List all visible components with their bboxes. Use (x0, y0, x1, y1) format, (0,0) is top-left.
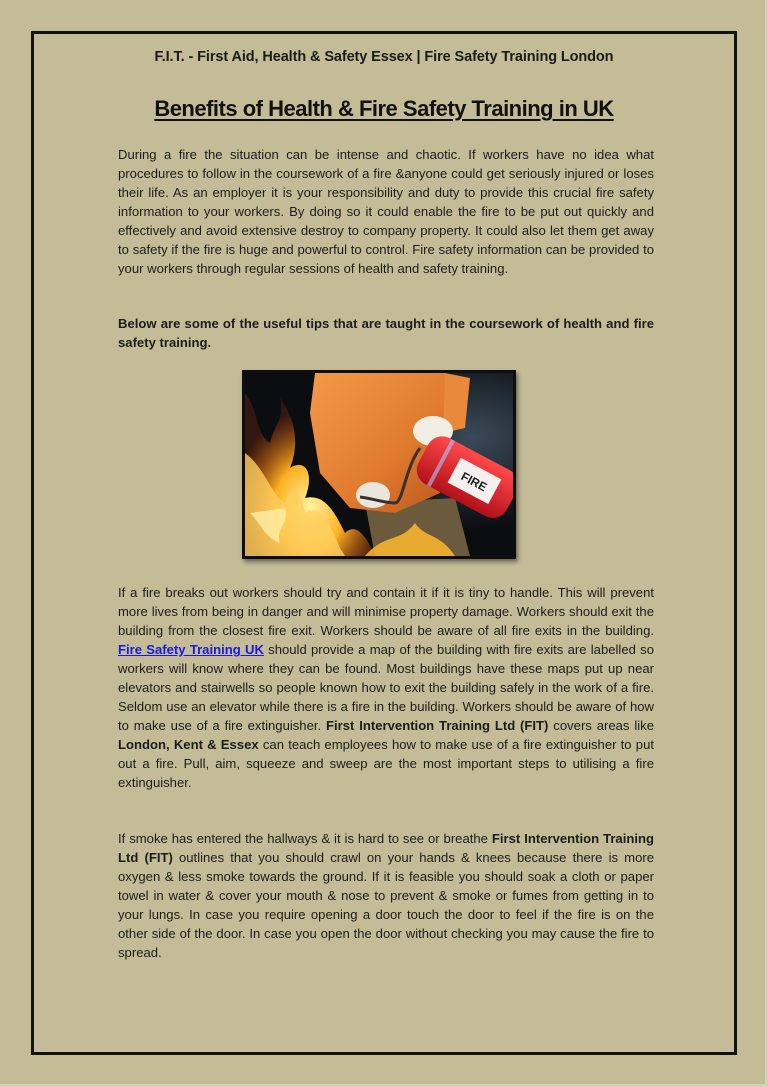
photo-illustration (245, 373, 513, 556)
fire-breaks-out-paragraph (118, 583, 654, 792)
smoke-paragraph (118, 829, 654, 962)
fire-safety-training-uk-link[interactable]: Fire Safety Training UK (118, 642, 264, 657)
svg-text:FIRE: FIRE (458, 469, 490, 495)
company-name-bold: First Intervention Training Ltd (FIT) (118, 831, 654, 865)
page-title: Benefits of Health & Fire Safety Training in UK (154, 96, 614, 121)
company-name-bold: First Intervention Training Ltd (FIT) (326, 718, 549, 733)
document-header: F.I.T. - First Aid, Health & Safety Essex | Fire Safety Training London (154, 49, 614, 65)
paragraph-text: If smoke has entered the hallways & it is hard to see or breathe (118, 831, 492, 846)
paragraph-text: can teach employees how to make use of a fire extinguisher to put out a fire. Pull, aim, squeeze and sweep are the most important steps to utilising a fire extinguisher. (118, 737, 654, 790)
tips-intro-paragraph: Below are some of the useful tips that are taught in the coursework of health and fire safety training. (118, 316, 654, 350)
intro-paragraph: During a fire the situation can be intense and chaotic. If workers have no idea what procedures to follow in the coursework of a fire &anyone could get seriously injured or loses their life. As an employer it is your responsibility and duty to provide this crucial fire safety information to your workers. By doing so it could enable the fire to be put out quickly and effectively and avoid extensive destroy to company property. It could also let them get away to safety if the fire is huge and powerful to control. Fire safety information can be provided to your workers through regular sessions of health and safety training. (118, 147, 654, 276)
paragraph-text: outlines that you should crawl on your hands & knees because there is more oxygen & less smoke towards the ground. If it is feasible you should soak a cloth or paper towel in water & cover your mouth & nose to prevent & smoke or fumes from getting in to your lungs. In case you require opening a door touch the door to feel if the fire is on the other side of the door. In case you open the door without checking you may cause the fire to spread. (118, 850, 654, 960)
paragraph-text: should provide a map of the building with fire exits are labelled so workers will know where they can be found. Most buildings have these maps put up near elevators and stairwells so people known how to exit the building safely in the work of a fire. Seldom use an elevator while there is a fire in the building. Workers should be aware of how to make use of a fire extinguisher. (118, 642, 654, 733)
areas-bold: London, Kent & Essex (118, 737, 259, 752)
firefighter-extinguisher-photo (242, 370, 516, 559)
document-frame (31, 31, 737, 1055)
paragraph-text: covers areas like (548, 718, 654, 733)
paragraph-text: If a fire breaks out workers should try and contain it if it is tiny to handle. This will prevent more lives from being in danger and will minimise property damage. Workers should exit the building from the closest fire exit. Workers should be aware of all fire exits in the building. (118, 585, 654, 638)
